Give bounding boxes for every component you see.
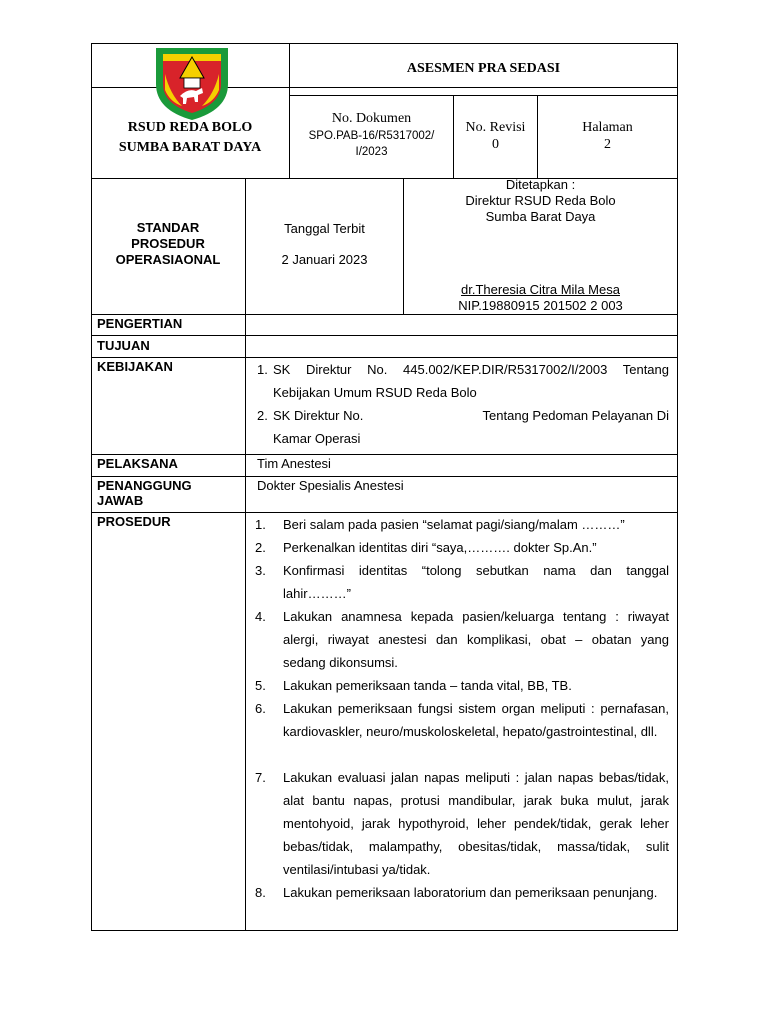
prosedur-item-number: 1. [255, 517, 266, 532]
prosedur-item [255, 766, 669, 881]
page-cell [538, 119, 677, 153]
prosedur-item-number: 2. [255, 540, 266, 555]
prosedur-item-number: 4. [255, 609, 266, 624]
issue-date-value: 2 Januari 2023 [281, 252, 368, 267]
hospital-name [92, 118, 288, 158]
approval-director: Direktur RSUD Reda Bolo [465, 193, 616, 208]
prosedur-item [255, 674, 669, 697]
approval-label: Ditetapkan : [505, 177, 576, 192]
approval-region: Sumba Barat Daya [485, 209, 596, 224]
prosedur-item-number: 8. [255, 885, 266, 900]
hospital-name-line2: SUMBA BARAT DAYA [118, 140, 262, 155]
revision-cell [454, 119, 537, 153]
prosedur-item-text: Perkenalkan identitas diri “saya,………. dokter Sp.An.” [283, 540, 597, 555]
prosedur-item-text: Lakukan pemeriksaan tanda – tanda vital, BB, TB. [283, 678, 572, 693]
penanggung-jawab-value: Dokter Spesialis Anestesi [257, 478, 404, 493]
issue-date-cell [246, 221, 403, 268]
prosedur-item [255, 513, 669, 536]
prosedur-item [255, 605, 669, 674]
kebijakan-item [257, 404, 669, 450]
prosedur-item-text: Lakukan pemeriksaan laboratorium dan pemeriksaan penunjang. [283, 885, 658, 900]
prosedur-item [255, 536, 669, 559]
prosedur-item-text: Lakukan pemeriksaan fungsi sistem organ meliputi : pernafasan, kardiovaskler, neuro/muskoloskeletal, hepato/gastrointestinal, dll. [283, 701, 669, 740]
revision-value: 0 [492, 137, 499, 152]
pelaksana-value: Tim Anestesi [257, 456, 331, 471]
prosedur-item-text: Lakukan anamnesa kepada pasien/keluarga tentang : riwayat alergi, riwayat anestesi dan komplikasi, obat – obatan yang sedang dikonsumsi. [283, 609, 669, 671]
prosedur-item [255, 881, 669, 904]
prosedur-item-text: Beri salam pada pasien “selamat pagi/siang/malam ………” [283, 517, 625, 532]
signer-nip: NIP.19880915 201502 2 003 [458, 298, 623, 313]
approval-cell [404, 177, 677, 314]
page-label: Halaman [582, 120, 633, 135]
kebijakan-item-number: 1. [257, 362, 268, 377]
prosedur-item-number: 6. [255, 701, 266, 716]
document-number-cell [290, 110, 453, 160]
hospital-logo [150, 44, 234, 122]
kebijakan-item-text: SK Direktur No. 445.002/KEP.DIR/R5317002/I/2003 Tentang Kebijakan Umum RSUD Reda Bolo [273, 362, 669, 401]
document-title: ASESMEN PRA SEDASI [406, 61, 561, 76]
document-number-value: SPO.PAB-16/R5317002/ I/2023 [308, 130, 435, 158]
prosedur-item-text: Konfirmasi identitas “tolong sebutkan nama dan tanggal lahir………” [283, 563, 669, 602]
kebijakan-item [257, 358, 669, 404]
kebijakan-label: KEBIJAKAN [97, 359, 173, 374]
sop-label: STANDAR PROSEDUR OPERASIAONAL [115, 220, 221, 267]
prosedur-label: PROSEDUR [97, 514, 171, 529]
revision-label: No. Revisi [465, 120, 526, 135]
penanggung-jawab-label: PENANGGUNG JAWAB [97, 478, 192, 508]
page-value: 2 [604, 137, 611, 152]
kebijakan-item-text-a: SK Direktur No. [273, 408, 364, 423]
prosedur-item-number: 5. [255, 678, 266, 693]
hospital-name-line1: RSUD REDA BOLO [127, 120, 253, 135]
pelaksana-label: PELAKSANA [97, 456, 178, 471]
signer-name: dr.Theresia Citra Mila Mesa [461, 282, 620, 297]
prosedur-item-number: 3. [255, 563, 266, 578]
prosedur-item-number: 7. [255, 770, 266, 785]
prosedur-item-text: Lakukan evaluasi jalan napas meliputi : jalan napas bebas/tidak, alat bantu napas, protusi mandibular, jarak buka mulut, jarak mentohyoid, jarak hypothyroid, leher pendek/tidak, gerak leher bebas/tidak, malampathy, obesitas/tidak, massa/tidak, sulit ventilasi/intubasi ya/tidak. [283, 770, 669, 878]
kebijakan-item-text-b-line2: Kamar Operasi [273, 431, 361, 446]
issue-date-label: Tanggal Terbit [284, 221, 365, 236]
kebijakan-item-text-b-line1: Tentang Pedoman Pelayanan Di [482, 408, 669, 423]
tujuan-label: TUJUAN [97, 338, 150, 353]
prosedur-item [255, 697, 669, 743]
kebijakan-item-number: 2. [257, 408, 268, 423]
prosedur-item [255, 559, 669, 605]
pengertian-label: PENGERTIAN [97, 316, 183, 331]
document-number-label: No. Dokumen [331, 111, 412, 126]
